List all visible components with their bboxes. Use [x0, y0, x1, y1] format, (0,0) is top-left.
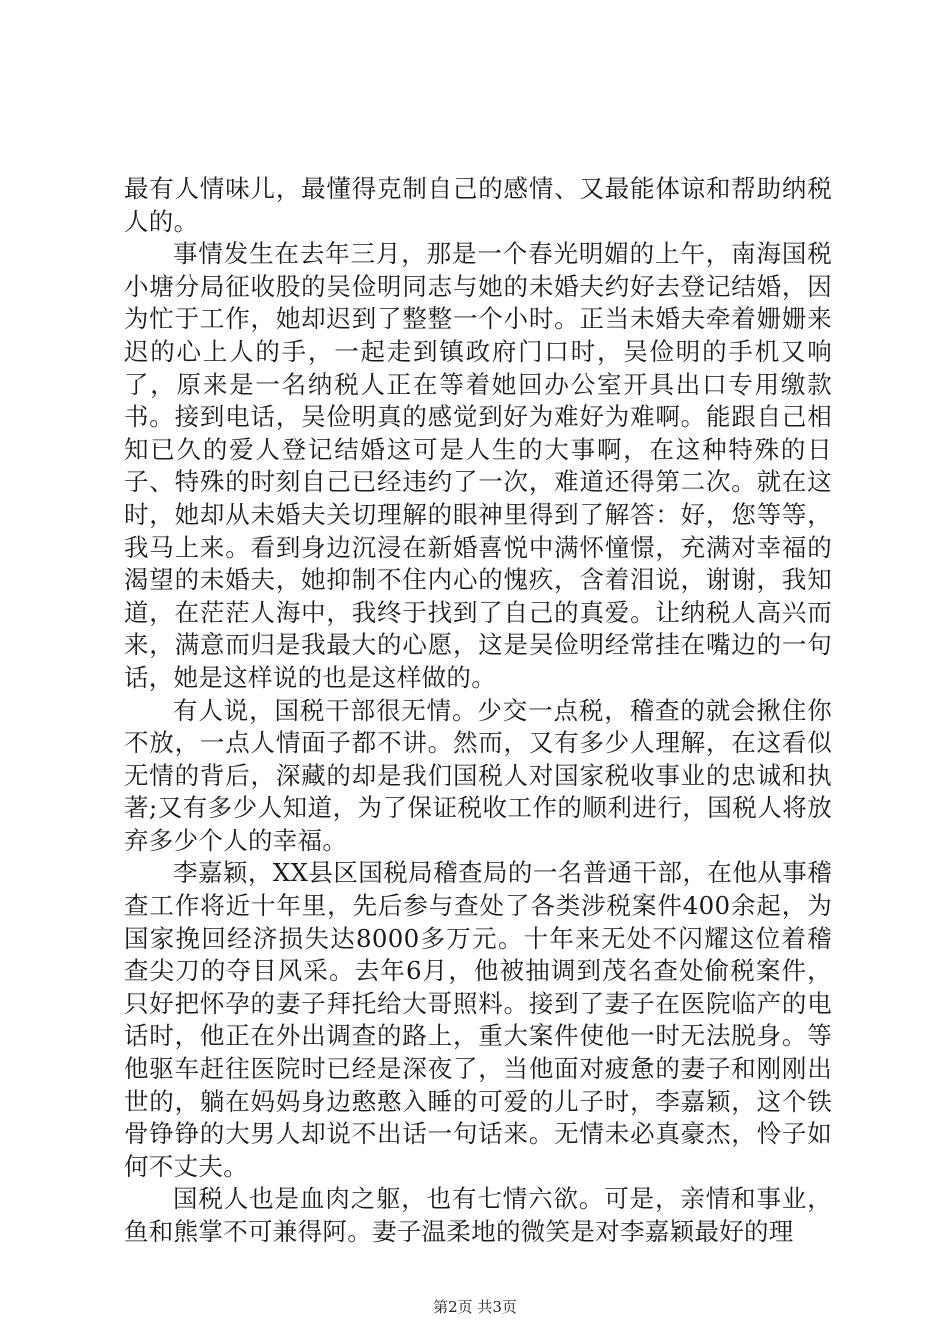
paragraph-4: 李嘉颖，XX县区国税局稽查局的一名普通干部，在他从事稽查工作将近十年里，先后参与查处了各类涉税案件400余起，为国家挽回经济损失达8000多万元。十年来无处不闪耀这位着稽查尖刀的夺目风采。去年6月，他被抽调到茂名查处偷税案件，只好把怀孕的妻子拜托给大哥照料。接到了妻子在医院临产的电话时，他正在外出调查的路上，重大案件使他一时无法脱身。等他驱车赶往医院时已经是深夜了，当他面对疲惫的妻子和刚刚出世的，躺在妈妈身边憨憨入睡的可爱的儿子时，李嘉颖，这个铁骨铮铮的大男人却说不出话一句话来。无情未必真豪杰，怜子如何不丈夫。 [124, 858, 832, 1181]
document-body [124, 173, 832, 1249]
paragraph-1: 最有人情味儿，最懂得克制自己的感情、又最能体谅和帮助纳税人的。 [124, 174, 832, 236]
paragraph-3: 有人说，国税干部很无情。少交一点税，稽查的就会揪住你不放，一点人情面子都不讲。然而，又有多少人理解，在这看似无情的背后，深藏的却是我们国税人对国家税收事业的忠诚和执著;又有多少人知道，为了保证税收工作的顺利进行，国税人将放弃多少个人的幸福。 [124, 695, 832, 855]
paragraph-5: 国税人也是血肉之躯，也有七情六欲。可是，亲情和事业，鱼和熊掌不可兼得阿。妻子温柔地的微笑是对李嘉颖最好的理 [124, 1184, 832, 1246]
paragraph-2: 事情发生在去年三月，那是一个春光明媚的上午，南海国税小塘分局征收股的吴俭明同志与她的未婚夫约好去登记结婚，因为忙于工作，她却迟到了整整一个小时。正当未婚夫牵着姗姗来迟的心上人的手，一起走到镇政府门口时，吴俭明的手机又响了，原来是一名纳税人正在等着她回办公室开具出口专用缴款书。接到电话，吴俭明真的感觉到好为难好为难啊。能跟自己相知已久的爱人登记结婚这可是人生的大事啊，在这种特殊的日子、特殊的时刻自己已经违约了一次，难道还得第二次。就在这时，她却从未婚夫关切理解的眼神里得到了解答：好，您等等，我马上来。看到身边沉浸在新婚喜悦中满怀憧憬，充满对幸福的渴望的未婚夫，她抑制不住内心的愧疚，含着泪说，谢谢，我知道，在茫茫人海中，我终于找到了自己的真爱。让纳税人高兴而来，满意而归是我最大的心愿，这是吴俭明经常挂在嘴边的一句话，她是这样说的也是这样做的。 [124, 239, 832, 692]
page-footer: 第2页 共3页 [433, 1298, 517, 1316]
